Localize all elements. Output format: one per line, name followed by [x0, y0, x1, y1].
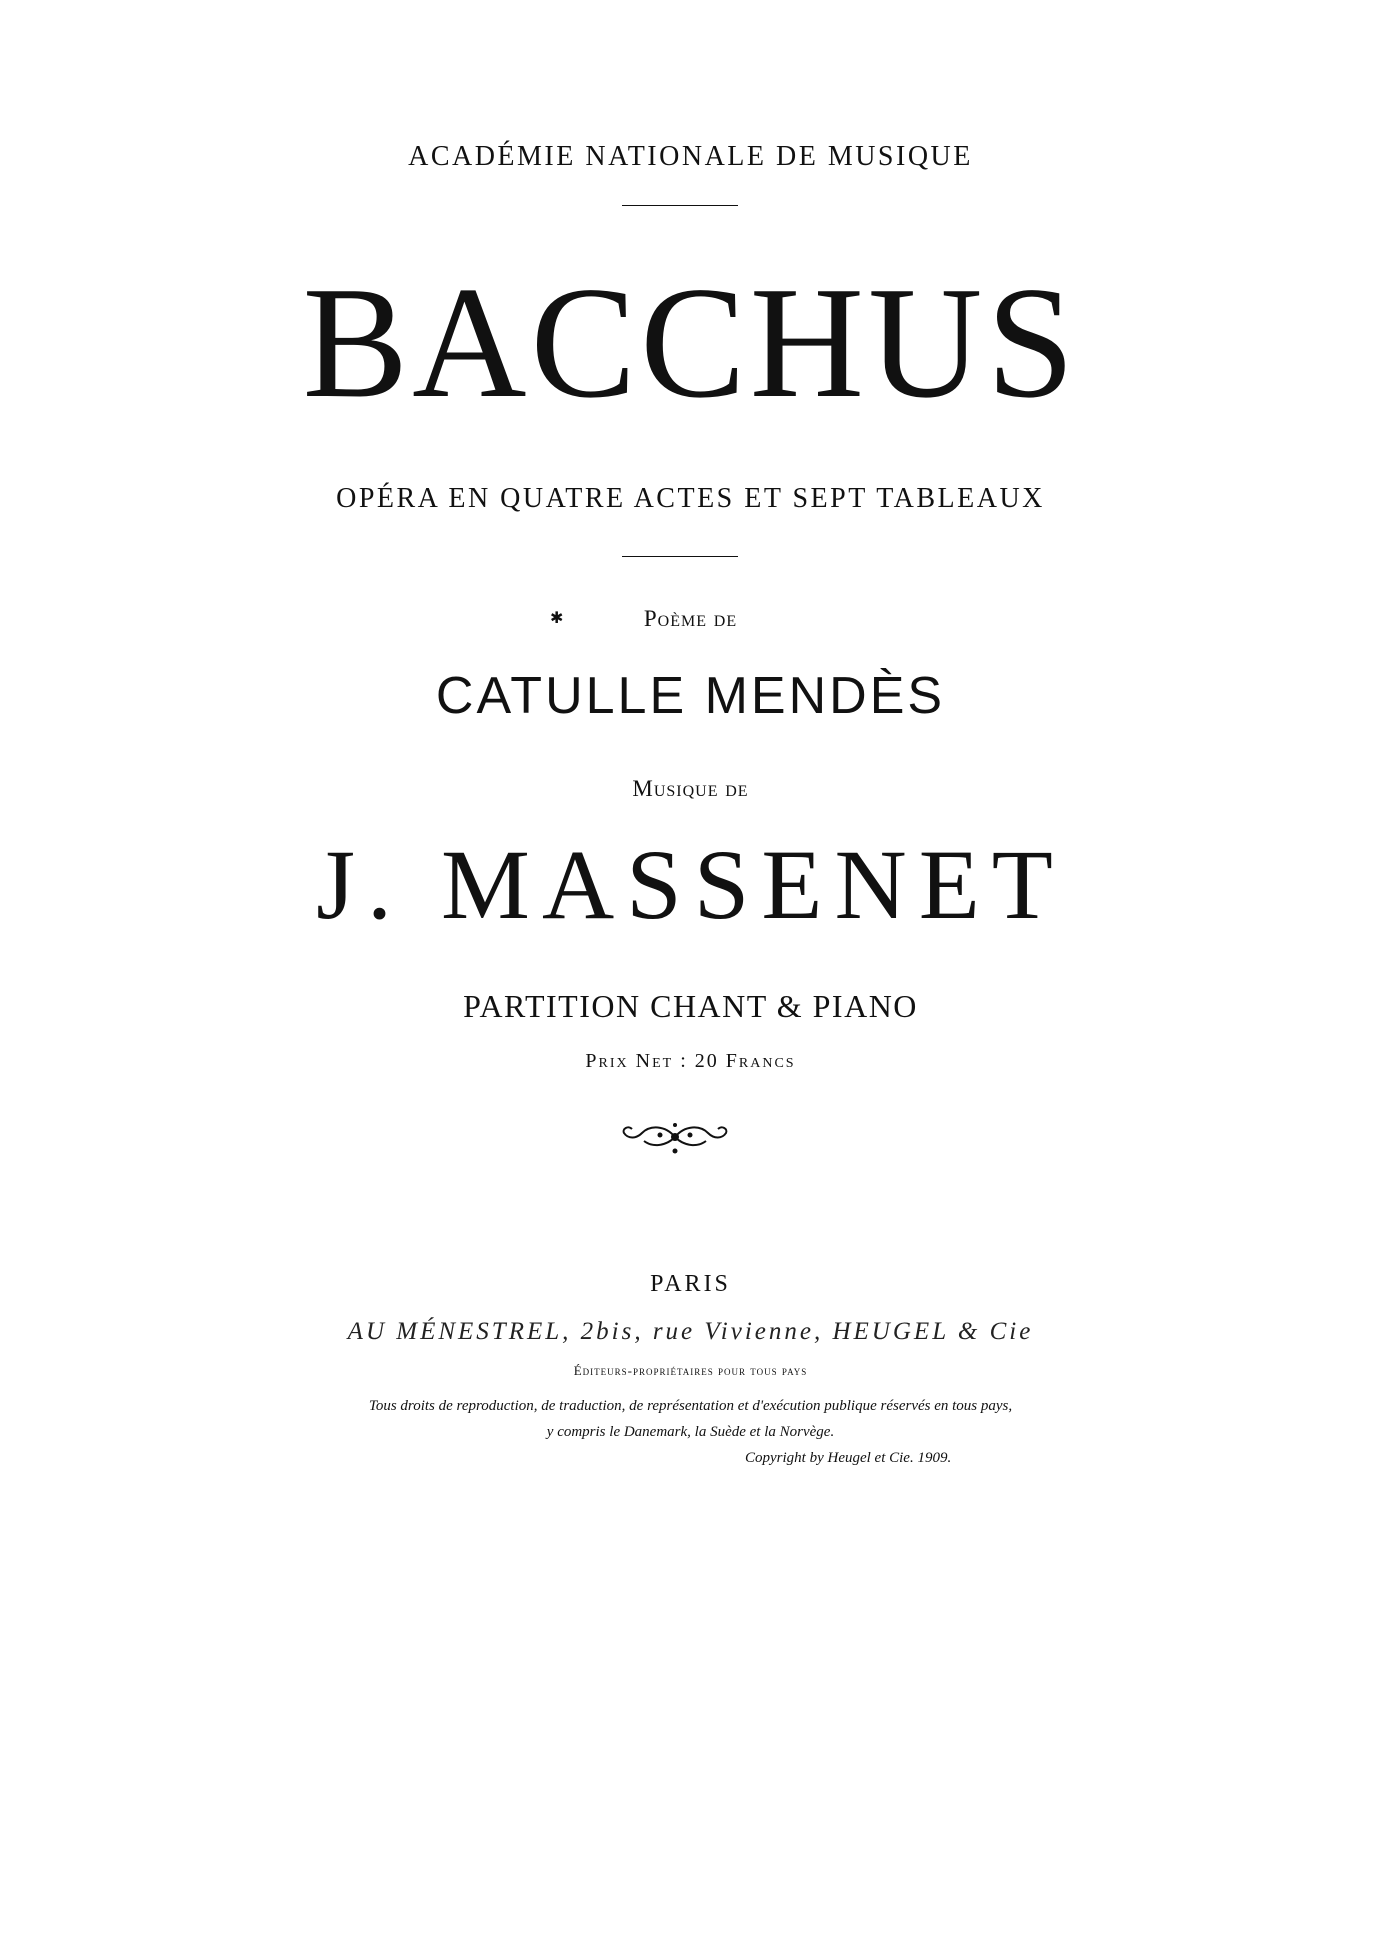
opera-subtitle: OPÉRA EN QUATRE ACTES ET SEPT TABLEAUX: [336, 483, 1045, 514]
librettist-name: CATULLE MENDÈS: [435, 667, 946, 725]
rights-notice-line-1: Tous droits de reproduction, de traduction, de représentation et d'exécution publique réservés en tous pays,: [368, 1398, 1013, 1414]
net-price: Prix Net : 20 Francs: [585, 1050, 796, 1072]
copyright-notice: Copyright by Heugel et Cie. 1909.: [745, 1450, 952, 1466]
score-type: PARTITION CHANT & PIANO: [463, 988, 918, 1024]
divider-rule: [622, 556, 738, 557]
publisher-address: AU MÉNESTREL, 2bis, rue Vivienne, HEUGEL & Cie: [347, 1318, 1034, 1345]
divider-rule: [622, 205, 738, 206]
composer-name: J. MASSENET: [316, 829, 1065, 940]
opera-title: BACCHUS: [302, 253, 1079, 431]
ornament-icon: [620, 1117, 730, 1159]
printer-mark-icon: ✱: [550, 610, 564, 627]
institution-name: ACADÉMIE NATIONALE DE MUSIQUE: [408, 141, 973, 172]
publisher-role: Éditeurs-propriétaires pour tous pays: [573, 1363, 808, 1378]
rights-notice-line-2: y compris le Danemark, la Suède et la Norvège.: [546, 1424, 835, 1440]
publication-city: PARIS: [650, 1271, 731, 1297]
music-credit-label: Musique de: [632, 776, 749, 801]
poem-credit-label: Poème de: [643, 606, 738, 631]
